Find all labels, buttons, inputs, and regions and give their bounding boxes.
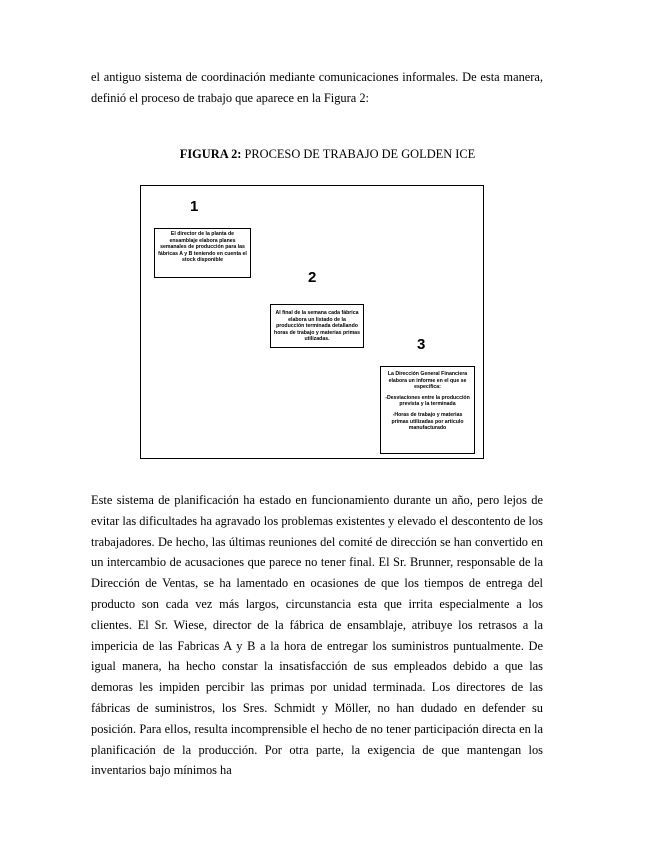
- figure-caption-title: PROCESO DE TRABAJO DE GOLDEN ICE: [241, 147, 476, 161]
- step-2-number: 2: [308, 269, 317, 286]
- step-1-number: 1: [190, 198, 199, 215]
- step-3-text-deviations: -Desviaciones entre la producción prevista y la terminada: [385, 394, 470, 408]
- step-3-text-intro: La Dirección General Financiera elabora un informe en el que se especifica:: [387, 371, 468, 391]
- body-paragraph: Este sistema de planificación ha estado en funcionamiento durante un año, pero lejos de evitar las dificultades ha agravado los problemas existentes y elevado el descontento de los trabajadores. De hecho, las últimas reuniones del comité de dirección se han convertido en un intercambio de acusaciones que parece no tener final. El Sr. Brunner, responsable de la Dirección de Ventas, se ha lamentado en ocasiones de que los tiempos de entrega del producto son cada vez más largos, circunstancia esta que irrita especialmente a los clientes. El Sr. Wiese, director de la fábrica de ensamblaje, atribuye los retrasos a la impericia de las Fabricas A y B a la hora de entregar los suministros puntualmente. De igual manera, ha hecho constar la insatisfacción de sus empleados debido a que las demoras les impiden percibir las primas por unidad terminada. Los directores de las fábricas de suministros, los Sres. Schmidt y Möller, no han dudado en defender su posición. Para ellos, resulta incomprensible el hecho de no tener participación directa en la planificación de la producción. Por otra parte, la exigencia de que mantengan los inventarios bajo mínimos ha: [91, 493, 543, 778]
- figure-caption: [0, 147, 655, 162]
- figure-caption-label: FIGURA 2:: [179, 147, 242, 161]
- step-2-box: [270, 304, 364, 348]
- step-3-text-hours: -Horas de trabajo y materias primas utilizadas por artículo manufacturado: [391, 411, 464, 432]
- intro-paragraph: el antiguo sistema de coordinación mediante comunicaciones informales. De esta manera, definió el proceso de trabajo que aparece en la Figura 2:: [91, 70, 543, 105]
- step-3-number: 3: [417, 336, 426, 353]
- step-1-box: [154, 228, 251, 278]
- step-2-text: Al final de la semana cada fábrica elabora un listado de la producción terminada detallando horas de trabajo y materias primas utilizadas.: [274, 310, 360, 343]
- step-1-text: El director de la planta de ensamblaje elabora planes semanales de producción para las fábricas A y B teniendo en cuenta el stock disponible: [158, 231, 247, 264]
- process-diagram: [140, 185, 484, 459]
- step-3-box: [380, 366, 475, 454]
